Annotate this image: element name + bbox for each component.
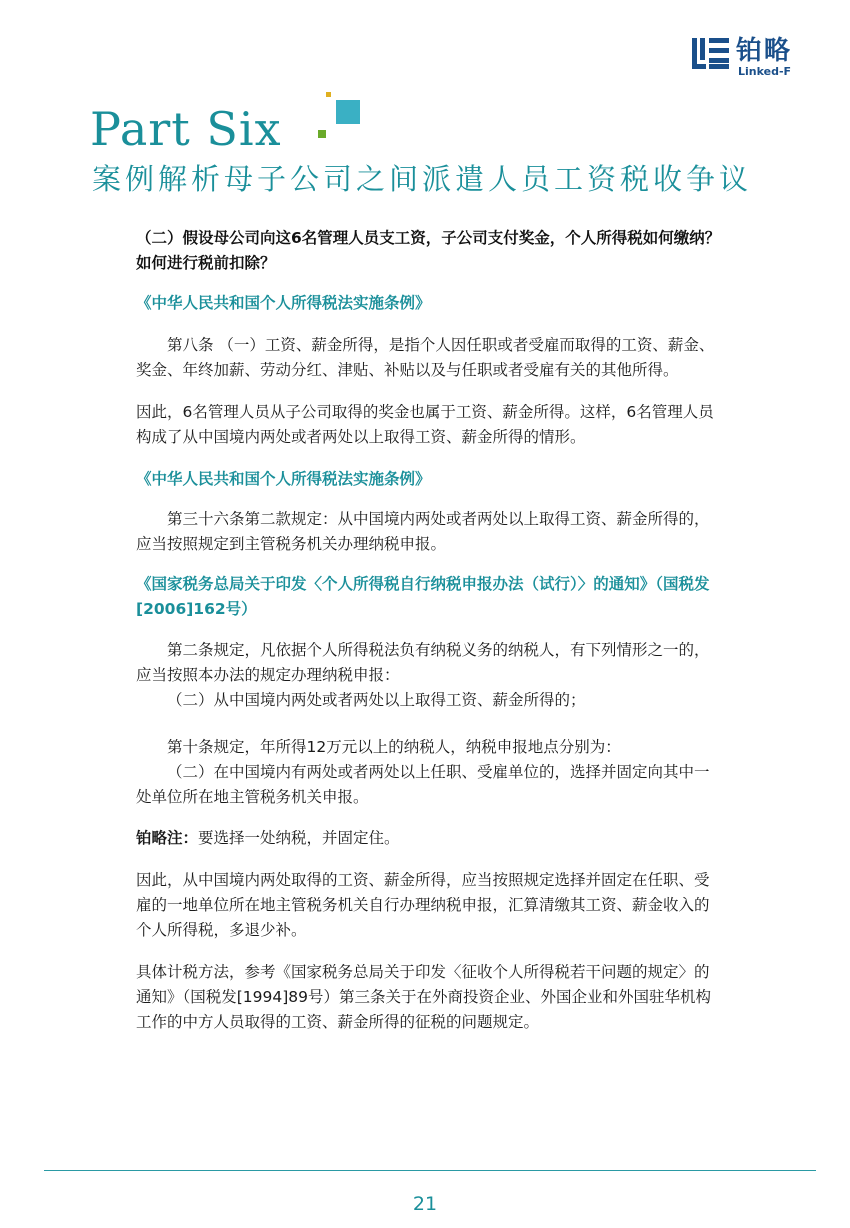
question-heading: （二）假设母公司向这6名管理人员支工资，子公司支付奖金，个人所得税如何缴纳？如何进行税前扣除？	[136, 229, 721, 272]
paragraph-3: 具体计税方法，参考《国家税务总局关于印发〈征收个人所得税若干问题的规定〉的通知》（国税发[1994]89号）第三条关于在外商投资企业、外国企业和外国驻华机构工作的中方人员取得的工资、薪金所得的征税的问题规定。	[136, 963, 712, 1031]
paragraph-2: 因此，从中国境内两处取得的工资、薪金所得，应当按照规定选择并固定在任职、受雇的一地单位所在地主管税务机关自行办理纳税申报，汇算清缴其工资、薪金收入的个人所得税，多退少补。	[136, 871, 710, 939]
law-text-3b: （二）从中国境内两处或者两处以上取得工资、薪金所得的；	[167, 691, 586, 709]
part-title: Part Six	[90, 102, 282, 156]
logo-mark-icon	[692, 36, 732, 74]
footer-divider	[44, 1170, 816, 1171]
document-body	[136, 226, 722, 1035]
section-subtitle: 案例解析母子公司之间派遣人员工资税收争议	[92, 162, 753, 196]
law-text-1: 第八条 （一）工资、薪金所得，是指个人因任职或者受雇而取得的工资、薪金、奖金、年终加薪、劳动分红、津贴、补贴以及与任职或者受雇有关的其他所得。	[136, 336, 715, 379]
note-paragraph	[136, 826, 722, 851]
decorative-squares-icon	[318, 92, 368, 142]
note-label: 铂略注：	[136, 829, 199, 847]
note-text: 要选择一处纳税，并固定住。	[198, 829, 400, 847]
logo-text-cn: 铂略	[736, 36, 793, 66]
page-number: 21	[412, 1193, 438, 1215]
law-text-3a: 第二条规定，凡依据个人所得税法负有纳税义务的纳税人，有下列情形之一的，应当按照本办法的规定办理纳税申报：	[136, 641, 710, 684]
logo-text-en: Linked-F	[738, 65, 792, 78]
law-text-3d: （二）在中国境内有两处或者两处以上任职、受雇单位的，选择并固定向其中一处单位所在地主管税务机关申报。	[136, 763, 710, 806]
law-text-2: 第三十六条第二款规定：从中国境内两处或者两处以上取得工资、薪金所得的，应当按照规定到主管税务机关办理纳税申报。	[136, 510, 710, 553]
law-title-1: 《中华人民共和国个人所得税法实施条例》	[136, 294, 431, 312]
law-title-3: 《国家税务总局关于印发〈个人所得税自行纳税申报办法（试行）〉的通知》（国税发[2006]162号）	[136, 575, 710, 618]
law-text-3c: 第十条规定，年所得12万元以上的纳税人，纳税申报地点分别为：	[167, 738, 621, 756]
paragraph-1: 因此，6名管理人员从子公司取得的奖金也属于工资、薪金所得。这样，6名管理人员构成了从中国境内两处或者两处以上取得工资、薪金所得的情形。	[136, 403, 714, 446]
company-logo	[692, 36, 812, 78]
law-title-2: 《中华人民共和国个人所得税法实施条例》	[136, 470, 431, 488]
